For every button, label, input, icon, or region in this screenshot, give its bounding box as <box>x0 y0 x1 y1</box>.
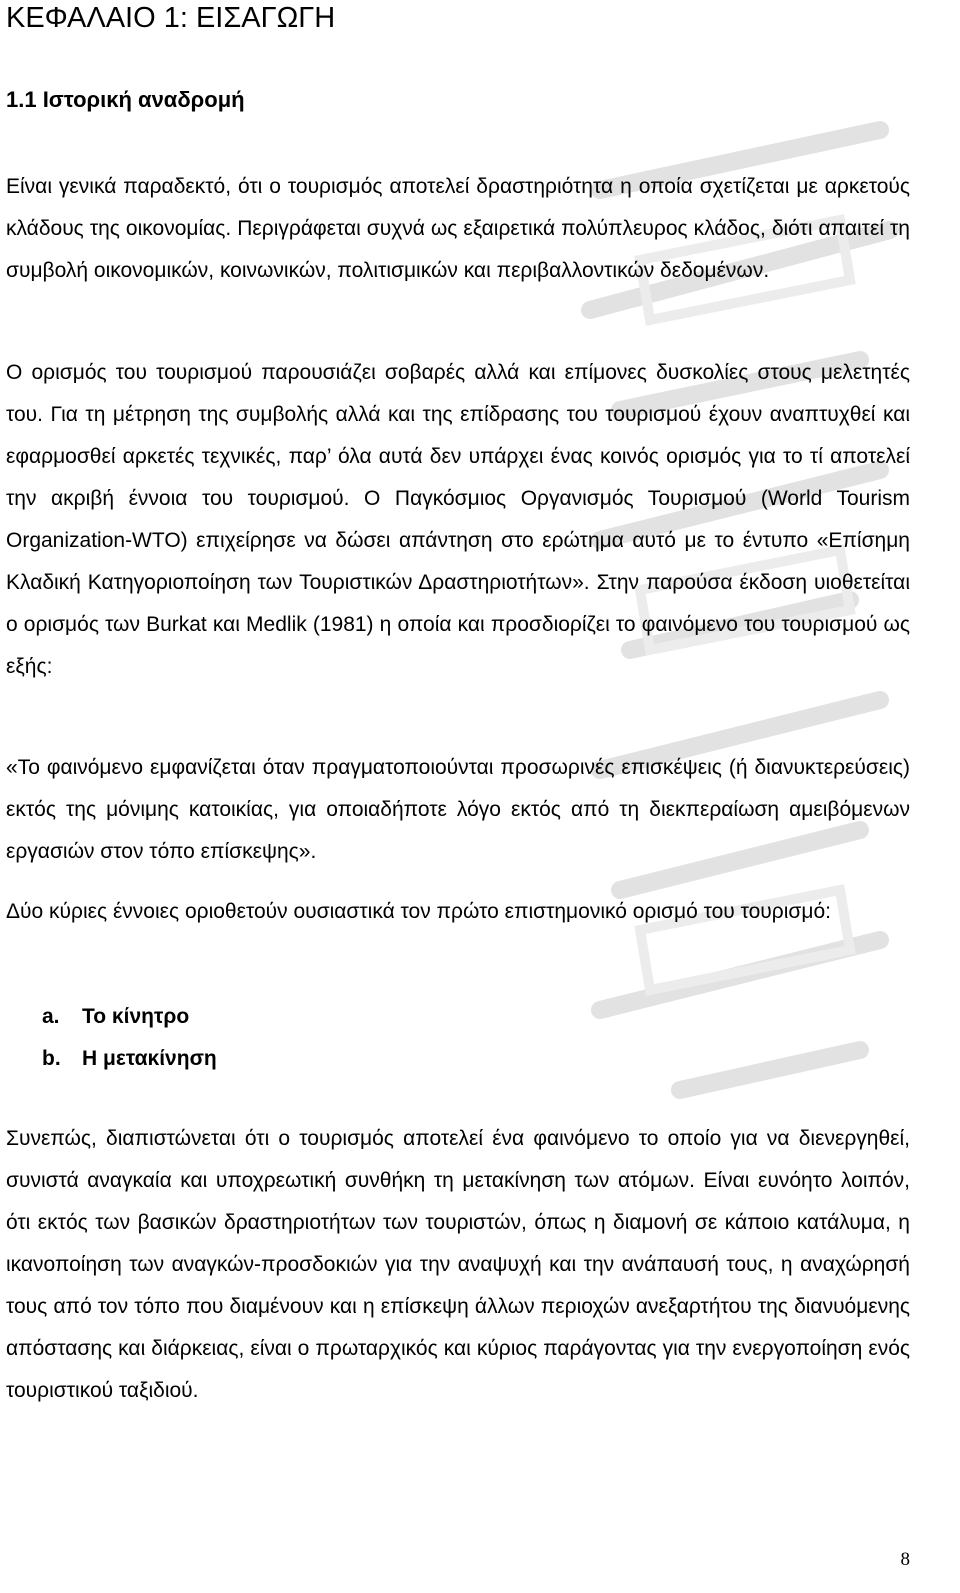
list-marker: a. <box>42 1005 60 1028</box>
chapter-title: ΚΕΦΑΛΑΙΟ 1: ΕΙΣΑΓΩΓΗ <box>6 2 336 34</box>
paragraph-definition: Ο ορισμός του τουρισμού παρουσιάζει σοβαρές αλλά και επίμονες δυσκολίες στους μελετητές του. Για τη μέτρηση της συμβολής αλλά και της επίδρασης του τουρισμού έχουν αναπτυχθεί και εφαρμοσθεί αρκετές τεχνικές, παρ’ όλα αυτά δεν υπάρχει ένας κοινός ορισμός για το τί αποτελεί την ακριβή έννοια του τουρισμού. Ο Παγκόσμιος Οργανισμός Τουρισμού (World Tourism Organization-WTO) επιχείρησε να δώσει απάντηση στο ερώτημα αυτό με το έντυπο «Επίσημη Κλαδική Κατηγοριοποίηση των Τουριστικών Δραστηριοτήτων». Στην παρούσα έκδοση υιοθετείται ο ορισμός των Burkat και Medlik (1981) η οποία και προσδιορίζει το φαινόμενο του τουρισμού ως εξής: <box>6 361 910 678</box>
paragraph-quote: «Το φαινόμενο εμφανίζεται όταν πραγματοποιούνται προσωρινές επισκέψεις (ή διανυκτερεύσεις) εκτός της μόνιμης κατοικίας, για οποιαδήποτε λόγο εκτός από τη διεκπεραίωση αμειβόμενων εργασιών στον τόπο επίσκεψης». <box>6 756 910 863</box>
paragraph-conclusion: Συνεπώς, διαπιστώνεται ότι ο τουρισμός αποτελεί ένα φαινόμενο το οποίο για να διενεργηθεί, συνιστά αναγκαία και υποχρεωτική συνθήκη τη μετακίνηση των ατόμων. Είναι ευνόητο λοιπόν, ότι εκτός των βασικών δραστηριοτήτων των τουριστών, όπως η διαμονή σε κάποιο κατάλυμα, η ικανοποίηση των αναγκών-προσδοκιών για την αναψυχή και την ανάπαυσή τους, η αναχώρησή τους από τον τόπο που διαμένουν και η επίσκεψη άλλων περιοχών ανεξαρτήτου της διανυόμενης απόστασης και διάρκειας, είναι ο πρωταρχικός και κύριος παράγοντας για την ενεργοποίηση ενός τουριστικού ταξιδιού. <box>6 1127 910 1402</box>
list-item-text: Το κίνητρο <box>82 1005 190 1028</box>
list-item-text: Η μετακίνηση <box>82 1047 217 1070</box>
paragraph-concepts: Δύο κύριες έννοιες οριοθετούν ουσιαστικά τον πρώτο επιστημονικό ορισμό του τουρισμό: <box>6 900 831 923</box>
section-title: 1.1 Ιστορική αναδρομή <box>6 87 245 112</box>
paragraph-intro: Είναι γενικά παραδεκτό, ότι ο τουρισμός αποτελεί δραστηριότητα η οποία σχετίζεται με αρκετούς κλάδους της οικονομίας. Περιγράφεται συχνά ως εξαιρετικά πολύπλευρος κλάδος, διότι απαιτεί τη συμβολή οικονομικών, κοινωνικών, πολιτισμικών και περιβαλλοντικών δεδομένων. <box>6 175 910 282</box>
page-number: 8 <box>900 1549 910 1570</box>
list-item <box>42 1038 217 1080</box>
concepts-list <box>42 996 217 1080</box>
list-item <box>42 996 217 1038</box>
list-marker: b. <box>42 1047 61 1070</box>
